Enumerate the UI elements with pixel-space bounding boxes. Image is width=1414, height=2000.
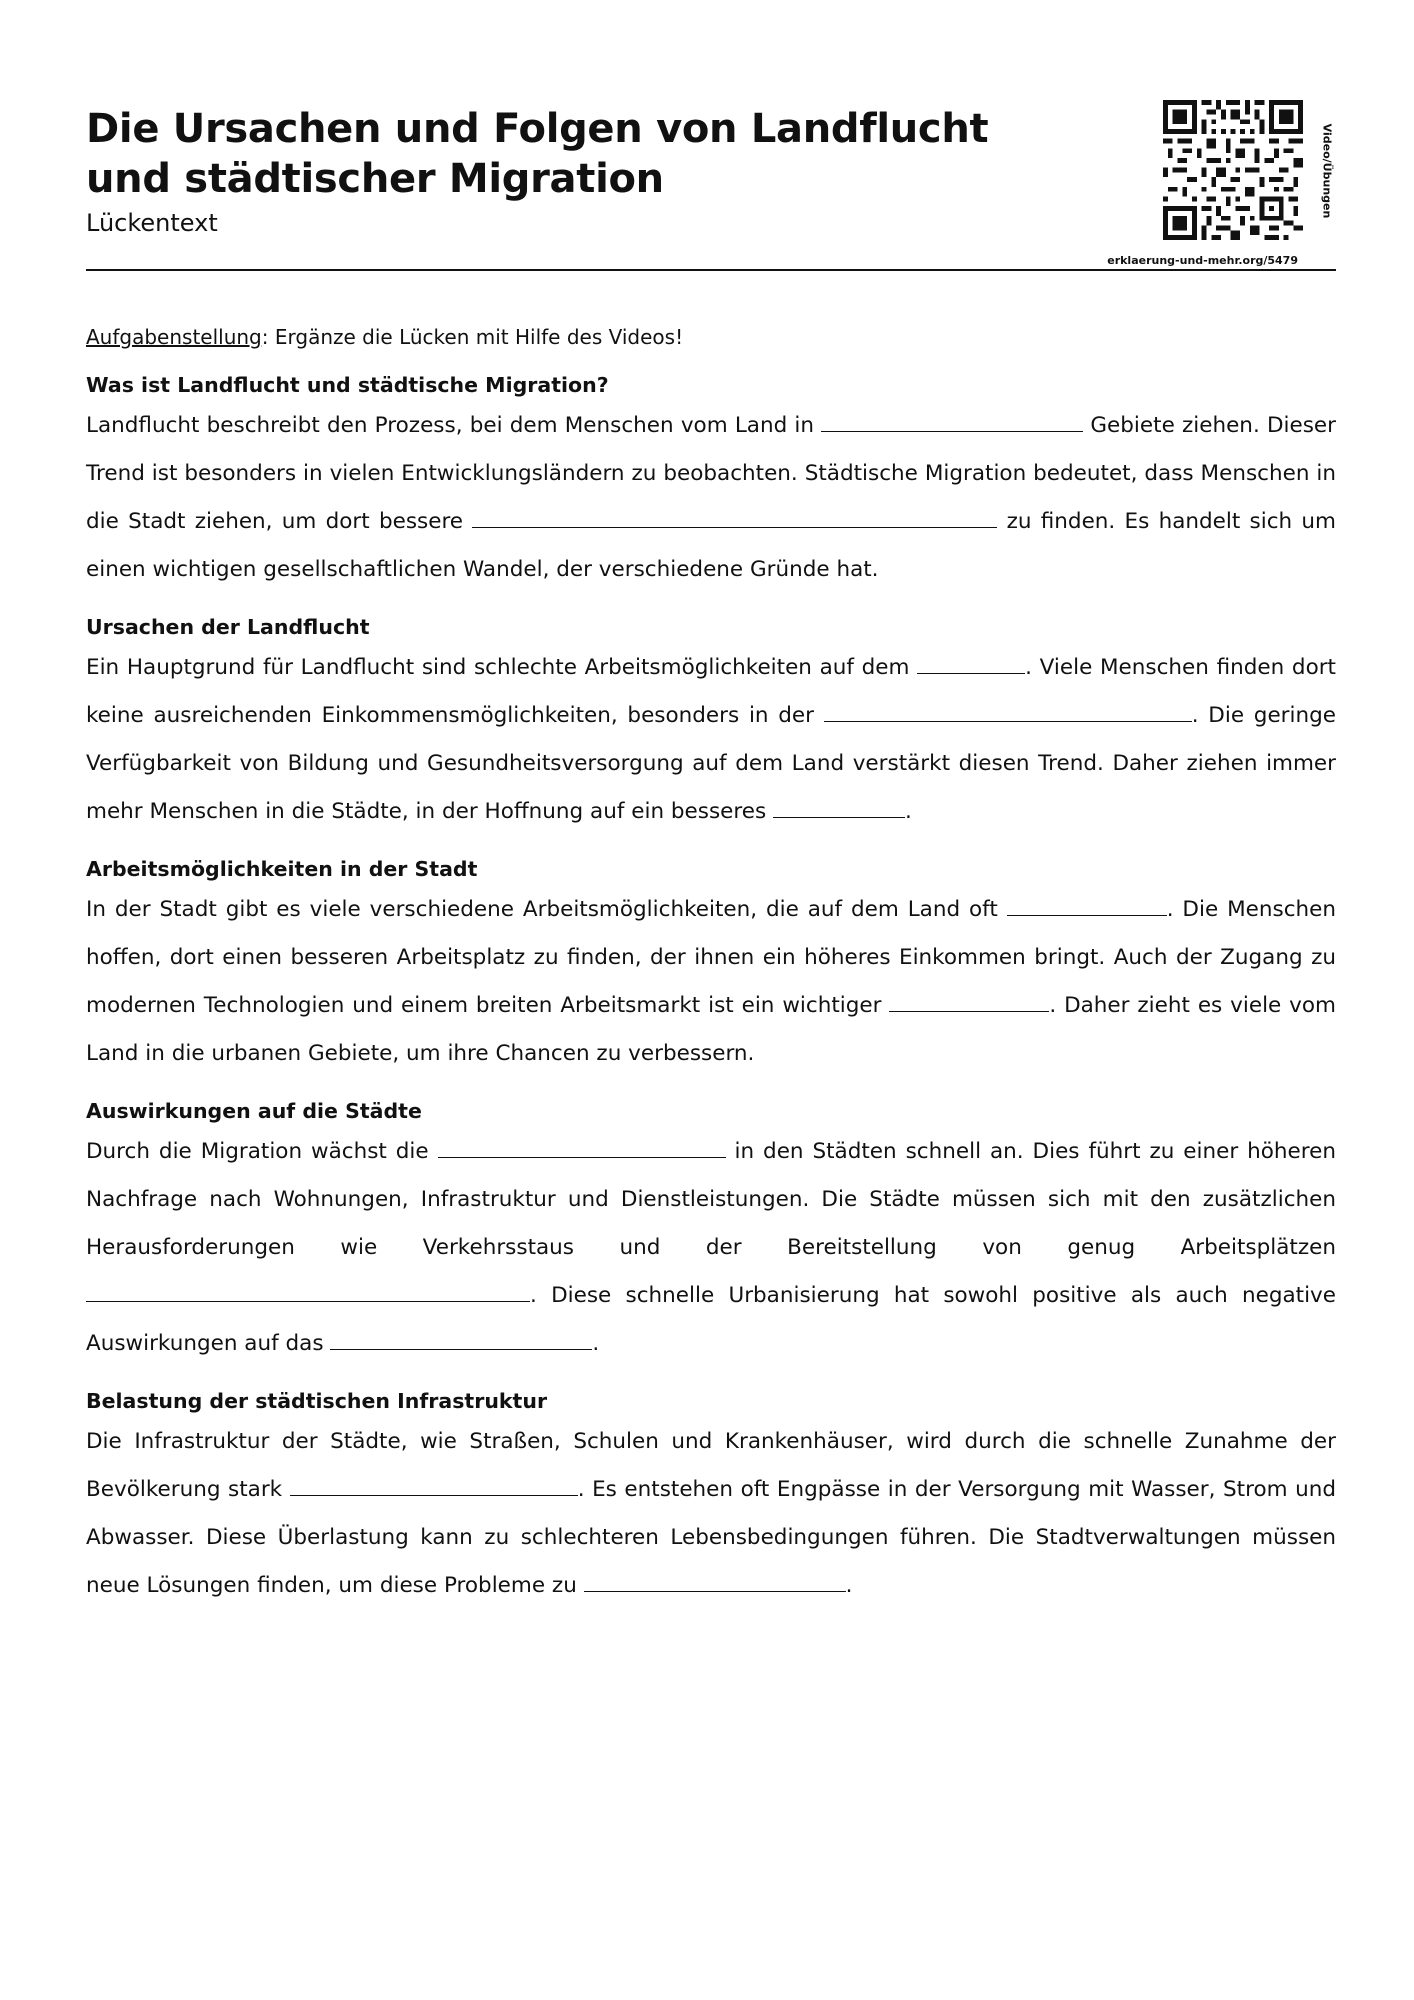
section-heading: Was ist Landflucht und städtische Migration? [86,373,609,397]
text-segment: Durch die Migration wächst die [86,1139,438,1164]
text-segment: zu finden. Es handelt sich um einen wichtigen gesellschaftlichen Wandel, der verschiedene Gründe hat. [86,509,1336,582]
header [86,104,1336,270]
section-heading: Arbeitsmöglichkeiten in der Stadt [86,857,478,881]
section-heading: Auswirkungen auf die Städte [86,1099,422,1123]
section [86,610,1336,836]
section-heading: Ursachen der Landflucht [86,615,370,639]
side-label-text: Video/Übungen [1320,123,1334,219]
page-subtitle: Lückentext [86,209,218,237]
text-segment: Ein Hauptgrund für Landflucht sind schlechte Arbeitsmöglichkeiten auf dem [86,655,918,680]
text-segment: . Es entstehen oft Engpässe in der Versorgung mit Wasser, Strom und Abwasser. Diese Überlastung kann zu schlechteren Lebensbedingungen führen. Die Stadtverwaltungen müssen neue Lösungen finden, um diese Probleme zu [86,1477,1336,1598]
task-text: : Ergänze die Lücken mit Hilfe des Videos! [261,325,684,349]
section-text [86,402,1336,594]
task-label: Aufgabenstellung [86,325,262,349]
source-url[interactable]: erklaerung-und-mehr.org/5479 [1107,254,1298,267]
fill-in-blank[interactable] [438,1138,726,1158]
section-text [86,1128,1336,1368]
fill-in-blank[interactable] [821,412,1083,432]
fill-in-blank[interactable] [86,1282,530,1302]
text-segment: in den Städten schnell an. Dies führt zu einer höheren Nachfrage nach Wohnungen, Infrastruktur und Dienstleistungen. Die Städte müssen sich mit den zusätzlichen Herausforderungen wie Verkehrsstaus und der Bereitstellung von genug Arbeitsplätzen [86,1139,1336,1260]
section [86,1384,1336,1610]
text-segment: . Daher zieht es viele vom Land in die urbanen Gebiete, um ihre Chancen zu verbessern. [86,993,1336,1066]
qr-code-graphic [1163,100,1303,240]
text-segment: Landflucht beschreibt den Prozess, bei dem Menschen vom Land in [86,413,822,438]
section-text [86,886,1336,1078]
section-text [86,644,1336,836]
section [86,1094,1336,1368]
text-segment: Gebiete ziehen. Dieser Trend ist besonders in vielen Entwicklungsländern zu beobachten. Städtische Migration bedeutet, dass Menschen in die Stadt ziehen, um dort bessere [86,413,1336,534]
fill-in-blank[interactable] [472,508,997,528]
page-title: Die Ursachen und Folgen von Landflucht und städtischer Migration [86,106,989,202]
text-segment: . Viele Menschen finden dort keine ausreichenden Einkommensmöglichkeiten, besonders in der [86,655,1336,728]
text-segment: In der Stadt gibt es viele verschiedene Arbeitsmöglichkeiten, die auf dem Land oft [86,897,1007,922]
fill-in-blank[interactable] [290,1476,578,1496]
side-label [1311,96,1343,246]
text-segment: . Diese schnelle Urbanisierung hat sowohl positive als auch negative Auswirkungen auf das [86,1283,1336,1356]
worksheet-content [86,322,1336,1626]
fill-in-blank[interactable] [824,702,1192,722]
section-heading: Belastung der städtischen Infrastruktur [86,1389,548,1413]
fill-in-blank[interactable] [773,798,905,818]
fill-in-blank[interactable] [1007,896,1167,916]
text-segment: . Die Menschen hoffen, dort einen besseren Arbeitsplatz zu finden, der ihnen ein höheres Einkommen bringt. Auch der Zugang zu modernen Technologien und einem breiten Arbeitsmarkt ist ein wichtiger [86,897,1336,1018]
text-segment: . [905,799,912,824]
text-segment: . Die geringe Verfügbarkeit von Bildung und Gesundheitsversorgung auf dem Land verstärkt diesen Trend. Daher ziehen immer mehr Menschen in die Städte, in der Hoffnung auf ein besseres [86,703,1336,824]
header-divider [86,269,1336,271]
section [86,368,1336,594]
fill-in-blank[interactable] [889,992,1049,1012]
fill-in-blank[interactable] [584,1572,846,1592]
qr-code[interactable] [1163,100,1303,240]
task-instruction [86,322,1336,352]
text-segment: Die Infrastruktur der Städte, wie Straßen, Schulen und Krankenhäuser, wird durch die schnelle Zunahme der Bevölkerung stark [86,1429,1336,1502]
sections-container [86,368,1336,1610]
fill-in-blank[interactable] [917,654,1025,674]
section [86,852,1336,1078]
text-segment: . [845,1573,853,1598]
section-text [86,1418,1336,1610]
text-segment: . [592,1331,600,1356]
fill-in-blank[interactable] [330,1330,592,1350]
